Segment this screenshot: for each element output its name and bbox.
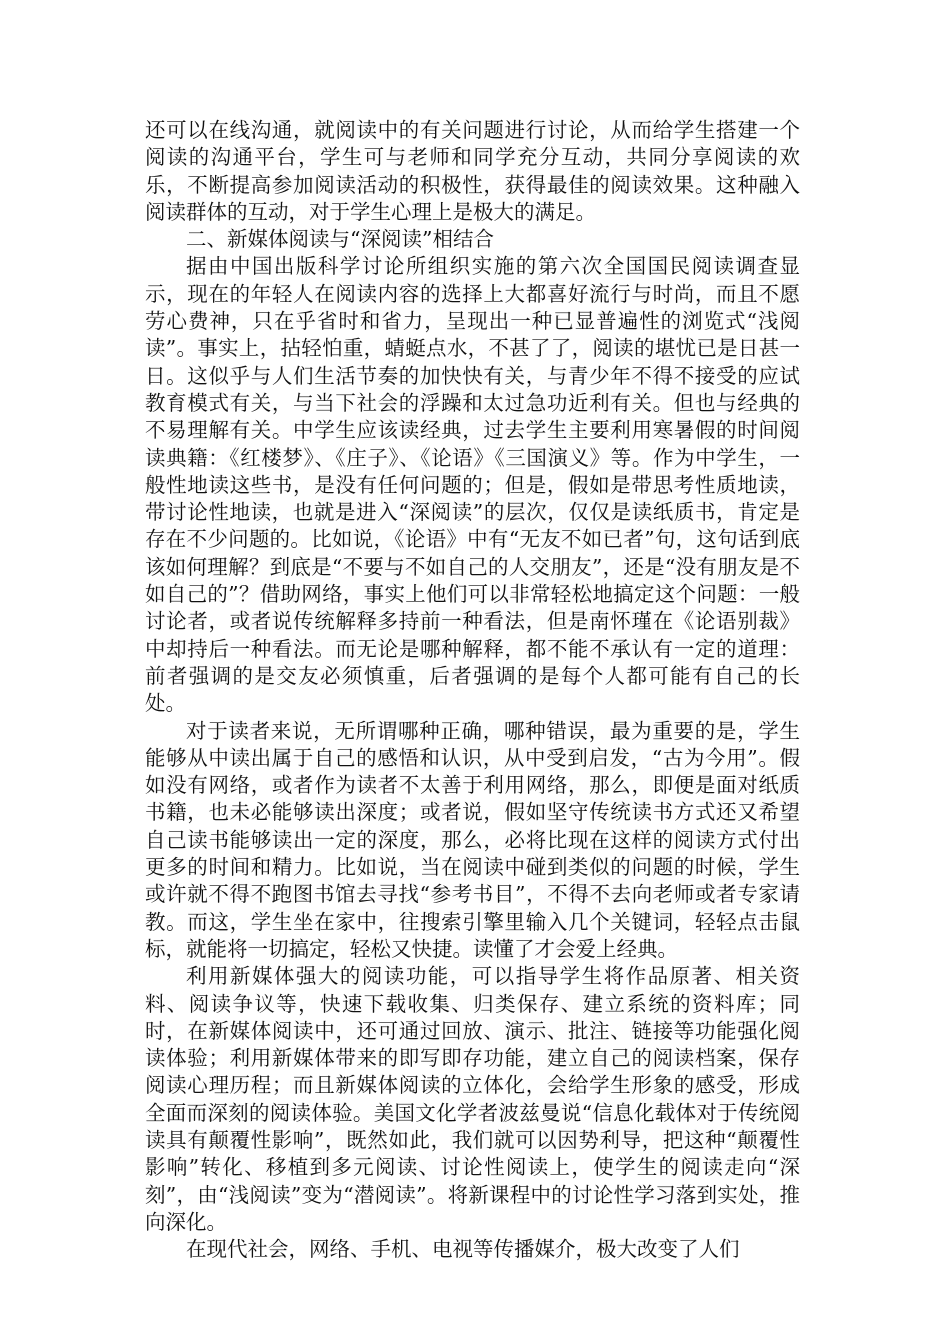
section-heading: 二、新媒体阅读与“深阅读”相结合 [186,227,494,252]
paragraph-2: 据由中国出版科学讨论所组织实施的第六次全国国民阅读调查显示，现在的年轻人在阅读内容的选择上大都喜好流行与时尚，而且不愿劳心费神，只在乎省时和省力，呈现出一种已显普遍性的浏览式“浅阅读”。事实上，拈轻怕重，蜻蜓点水，不甚了了，阅读的堪忧已是日甚一日。这似乎与人们生活节奏的加快快有关，与青少年不得不接受的应试教育模式有关，与当下社会的浮躁和太过急功近利有关。但也与经典的不易理解有关。中学生应该读经典，过去学生主要利用寒暑假的时间阅读典籍：《红楼梦》、《庄子》、《论语》《三国演义》等。作为中学生，一般性地读这些书，是没有任何问题的；但是，假如是带思考性质地读，带讨论性地读，也就是进入“深阅读”的层次，仅仅是读纸质书，肯定是存在不少问题的。比如说，《论语》中有“无友不如已者”句，这句话到底该如何理解？到底是“不要与不如自己的人交朋友”，还是“没有朋友是不如自己的”？借助网络，事实上他们可以非常轻松地搞定这个问题：一般讨论者，或者说传统解释多持前一种看法，但是南怀瑾在《论语别裁》中却持后一种看法。而无论是哪种解释，都不能不承认有一定的道理：前者强调的是交友必须慎重，后者强调的是每个人都可能有自己的长处。 [145,254,800,716]
paragraph-3: 对于读者来说，无所谓哪种正确，哪种错误，最为重要的是，学生能够从中读出属于自己的感悟和认识，从中受到启发，“古为今用”。假如没有网络，或者作为读者不太善于利用网络，那么，即便是面对纸质书籍，也未必能够读出深度；或者说，假如坚守传统读书方式还又希望自己读书能够读出一定的深度，那么，必将比现在这样的阅读方式付出更多的时间和精力。比如说，当在阅读中碰到类似的问题的时候，学生或许就不得不跑图书馆去寻找“参考书目”，不得不去向老师或者专家请教。而这，学生坐在家中，往搜索引擎里输入几个关键词，轻轻点击鼠标，就能将一切搞定，轻松又快捷。读懂了才会爱上经典。 [145,718,800,961]
paragraph-4: 利用新媒体强大的阅读功能，可以指导学生将作品原著、相关资料、阅读争议等，快速下载收集、归类保存、建立系统的资料库；同时，在新媒体阅读中，还可通过回放、演示、批注、链接等功能强化阅读体验；利用新媒体带来的即写即存功能，建立自己的阅读档案，保存阅读心理历程；而且新媒体阅读的立体化，会给学生形象的感受，形成全面而深刻的阅读体验。美国文化学者波兹曼说“信息化载体对于传统阅读具有颠覆性影响”，既然如此，我们就可以因势利导，把这种“颠覆性影响”转化、移植到多元阅读、讨论性阅读上，使学生的阅读走向“深刻”，由“浅阅读”变为“潜阅读”。将新课程中的讨论性学习落到实处，推向深化。 [145,964,800,1234]
paragraph-1: 还可以在线沟通，就阅读中的有关问题进行讨论，从而给学生搭建一个阅读的沟通平台，学生可与老师和同学充分互动，共同分享阅读的欢乐，不断提高参加阅读活动的积极性，获得最佳的阅读效果。这种融入阅读群体的互动，对于学生心理上是极大的满足。 [145,118,800,224]
document-body [145,117,800,1263]
paragraph-5: 在现代社会，网络、手机、电视等传播媒介，极大改变了人们 [186,1237,740,1262]
